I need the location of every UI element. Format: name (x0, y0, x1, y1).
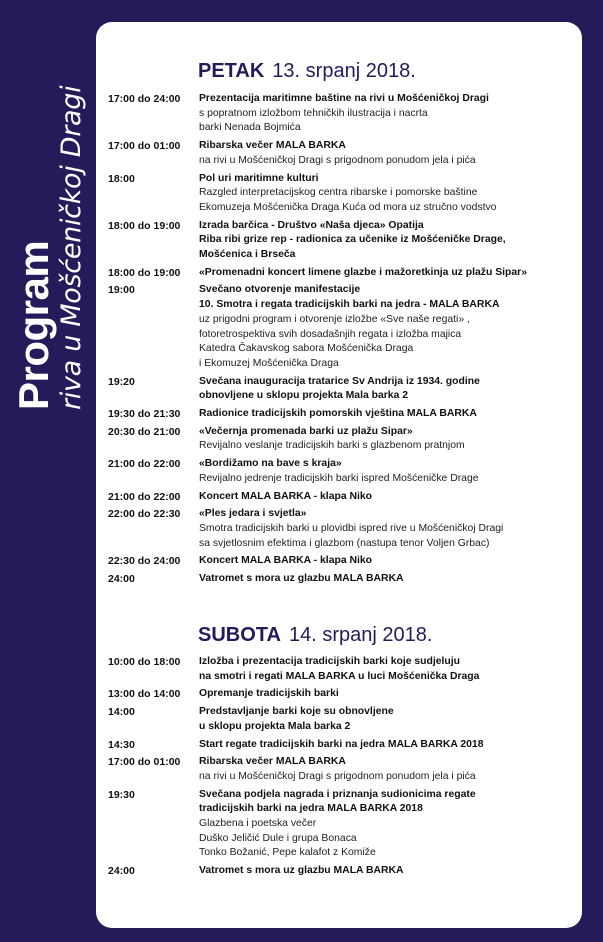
event-line: Radionice tradicijskih pomorskih vještina MALA BARKA (199, 408, 477, 420)
event-line: Vatromet s mora uz glazbu MALA BARKA (199, 573, 404, 585)
event-line: fotoretrospektiva svih dosadašnjih regata i izložba majica (199, 328, 462, 340)
event-line: Predstavljanje barki koje su obnovljene (199, 706, 394, 718)
event-line: Koncert MALA BARKA - klapa Niko (199, 555, 372, 567)
event-description (199, 172, 603, 216)
event-time: 20:30 do 21:00 (108, 425, 181, 438)
schedule-row (0, 705, 603, 734)
event-line: «Ples jedara i svjetla» (199, 508, 307, 520)
schedule-row (0, 554, 603, 569)
saturday-header (198, 624, 432, 647)
event-line: Tonko Božanić, Pepe kalafot z Komiže (199, 847, 376, 859)
event-line: s popratnom izložbom tehničkih ilustracija i nacrta (199, 107, 428, 119)
day-date: 14. srpanj 2018. (288, 624, 433, 646)
event-line: Razgled interpretacijskog centra ribarske i pomorske baštine (199, 187, 478, 199)
event-time: 18:00 do 19:00 (108, 219, 181, 232)
event-description (199, 490, 603, 505)
event-line: «Promenadni koncert limene glazbe i mažoretkinja uz plažu Sipar» (199, 266, 527, 278)
event-description (199, 507, 603, 551)
event-description (199, 457, 603, 486)
event-description (199, 407, 603, 422)
event-description (199, 755, 603, 784)
schedule-row (0, 572, 603, 587)
program-title: Program (10, 240, 57, 410)
schedule-row (0, 864, 603, 879)
event-description (199, 375, 603, 404)
event-time: 10:00 do 18:00 (108, 656, 181, 668)
event-line: na rivi u Mošćeničkoj Dragi s prigodnom ponudom jela i pića (199, 154, 476, 166)
schedule-row (0, 425, 603, 454)
event-line: Izrada barčica - Društvo «Naša djeca» Opatija (199, 219, 424, 231)
event-description (199, 738, 603, 753)
event-description (199, 219, 603, 263)
schedule-row (0, 490, 603, 505)
event-line: Start regate tradicijskih barki na jedra MALA BARKA 2018 (199, 738, 484, 750)
event-description (199, 655, 603, 684)
event-time: 13:00 do 14:00 (108, 688, 181, 701)
day-name: PETAK (198, 60, 265, 82)
event-line: Vatromet s mora uz glazbu MALA BARKA (199, 865, 404, 877)
event-description (199, 283, 603, 371)
event-line: Smotra tradicijskih barki u plovidbi ispred rive u Mošćeničkoj Dragi (199, 522, 504, 534)
schedule-row (0, 788, 603, 862)
event-line: Revijalno jedrenje tradicijskih barki ispred Mošćeničke Drage (199, 472, 479, 484)
schedule-row (0, 687, 603, 702)
day-date: 13. srpanj 2018. (272, 60, 416, 82)
event-line: Revijalno veslanje tradicijskih barki s glazbenom pratnjom (199, 440, 465, 452)
event-description (199, 572, 603, 587)
event-time: 17:00 do 24:00 (108, 93, 181, 105)
event-line: Svečana podjela nagrada i priznanja sudionicima regate (199, 788, 476, 800)
friday-schedule (0, 92, 603, 590)
event-description (199, 266, 603, 281)
event-time: 21:00 do 22:00 (108, 490, 181, 503)
event-time: 24:00 (108, 865, 135, 878)
schedule-row (0, 92, 603, 136)
event-line: Ribarska večer MALA BARKA (199, 140, 346, 152)
program-subtitle: riva u Mošćeničkoj Dragi (56, 85, 87, 410)
event-description (199, 705, 603, 734)
event-description (199, 425, 603, 454)
event-line: Svečana inauguracija tratarice Sv Andrija iz 1934. godine (199, 375, 480, 387)
event-description (199, 139, 603, 168)
event-time: 18:00 do 19:00 (108, 266, 181, 279)
event-description (199, 864, 603, 879)
event-time: 17:00 do 01:00 (108, 140, 181, 153)
event-line: «Bordižamo na bave s kraja» (199, 458, 342, 470)
event-line: obnovljene u sklopu projekta Mala barka 2 (199, 390, 409, 402)
schedule-row (0, 172, 603, 216)
friday-header (198, 60, 416, 83)
event-line: na smotri i regati MALA BARKA u luci Mošćenička Draga (199, 670, 480, 682)
event-line: na rivi u Mošćeničkoj Dragi s prigodnom ponudom jela i pića (199, 770, 476, 782)
event-line: Izložba i prezentacija tradicijskih barki koje sudjeluju (199, 656, 460, 667)
event-line: Svečano otvorenje manifestacije (199, 284, 361, 296)
event-line: Ekomuzeja Mošćenička Draga Kuća od mora uz stručno vodstvo (199, 201, 497, 213)
event-line: Katedra Čakavskog sabora Mošćenička Draga (199, 343, 414, 355)
schedule-row (0, 266, 603, 281)
event-description (199, 92, 603, 136)
schedule-row (0, 738, 603, 753)
schedule-row (0, 139, 603, 168)
schedule-row (0, 283, 603, 371)
event-line: Prezentacija maritimne baštine na rivi u Mošćeničkoj Dragi (199, 93, 489, 104)
event-line: 10. Smotra i regata tradicijskih barki na jedra - MALA BARKA (199, 299, 500, 311)
schedule-row (0, 375, 603, 404)
schedule-row (0, 219, 603, 263)
event-line: Glazbena i poetska večer (199, 818, 317, 830)
event-line: Opremanje tradicijskih barki (199, 688, 339, 700)
event-time: 22:30 do 24:00 (108, 555, 181, 568)
event-description (199, 788, 603, 862)
schedule-row (0, 507, 603, 551)
event-line: Ribarska večer MALA BARKA (199, 756, 346, 768)
event-time: 19:20 (108, 375, 135, 388)
event-line: «Večernja promenada barki uz plažu Sipar» (199, 425, 413, 437)
event-time: 22:00 do 22:30 (108, 508, 181, 521)
event-description (199, 687, 603, 702)
event-line: barki Nenada Bojmića (199, 122, 301, 134)
schedule-row (0, 655, 603, 684)
event-line: uz prigodni program i otvorenje izložbe «Sve naše regati» , (199, 313, 470, 325)
event-time: 14:30 (108, 738, 135, 751)
event-line: Riba ribi grize rep - radionica za učenike iz Mošćeničke Drage, (199, 234, 506, 246)
day-name: SUBOTA (198, 624, 281, 646)
schedule-row (0, 457, 603, 486)
event-line: Mošćenica i Brseča (199, 249, 296, 261)
saturday-schedule (0, 655, 603, 882)
event-time: 18:00 (108, 172, 135, 185)
event-line: tradicijskih barki na jedra MALA BARKA 2018 (199, 803, 423, 815)
event-time: 21:00 do 22:00 (108, 458, 181, 471)
event-time: 19:30 do 21:30 (108, 408, 181, 421)
event-line: Duško Jeličić Dule i grupa Bonaca (199, 832, 357, 844)
event-time: 19:00 (108, 284, 135, 297)
event-line: u sklopu projekta Mala barka 2 (199, 720, 351, 732)
event-time: 19:30 (108, 788, 135, 801)
event-line: i Ekomuzej Mošćenička Draga (199, 357, 339, 369)
event-time: 24:00 (108, 573, 135, 586)
event-line: Koncert MALA BARKA - klapa Niko (199, 490, 372, 502)
event-line: Pol uri maritimne kulturi (199, 172, 319, 184)
event-time: 14:00 (108, 706, 135, 719)
event-time: 17:00 do 01:00 (108, 756, 181, 769)
event-description (199, 554, 603, 569)
schedule-row (0, 407, 603, 422)
event-line: sa svjetlosnim efektima i glazbom (nastupa tenor Voljen Grbac) (199, 537, 490, 549)
schedule-row (0, 755, 603, 784)
